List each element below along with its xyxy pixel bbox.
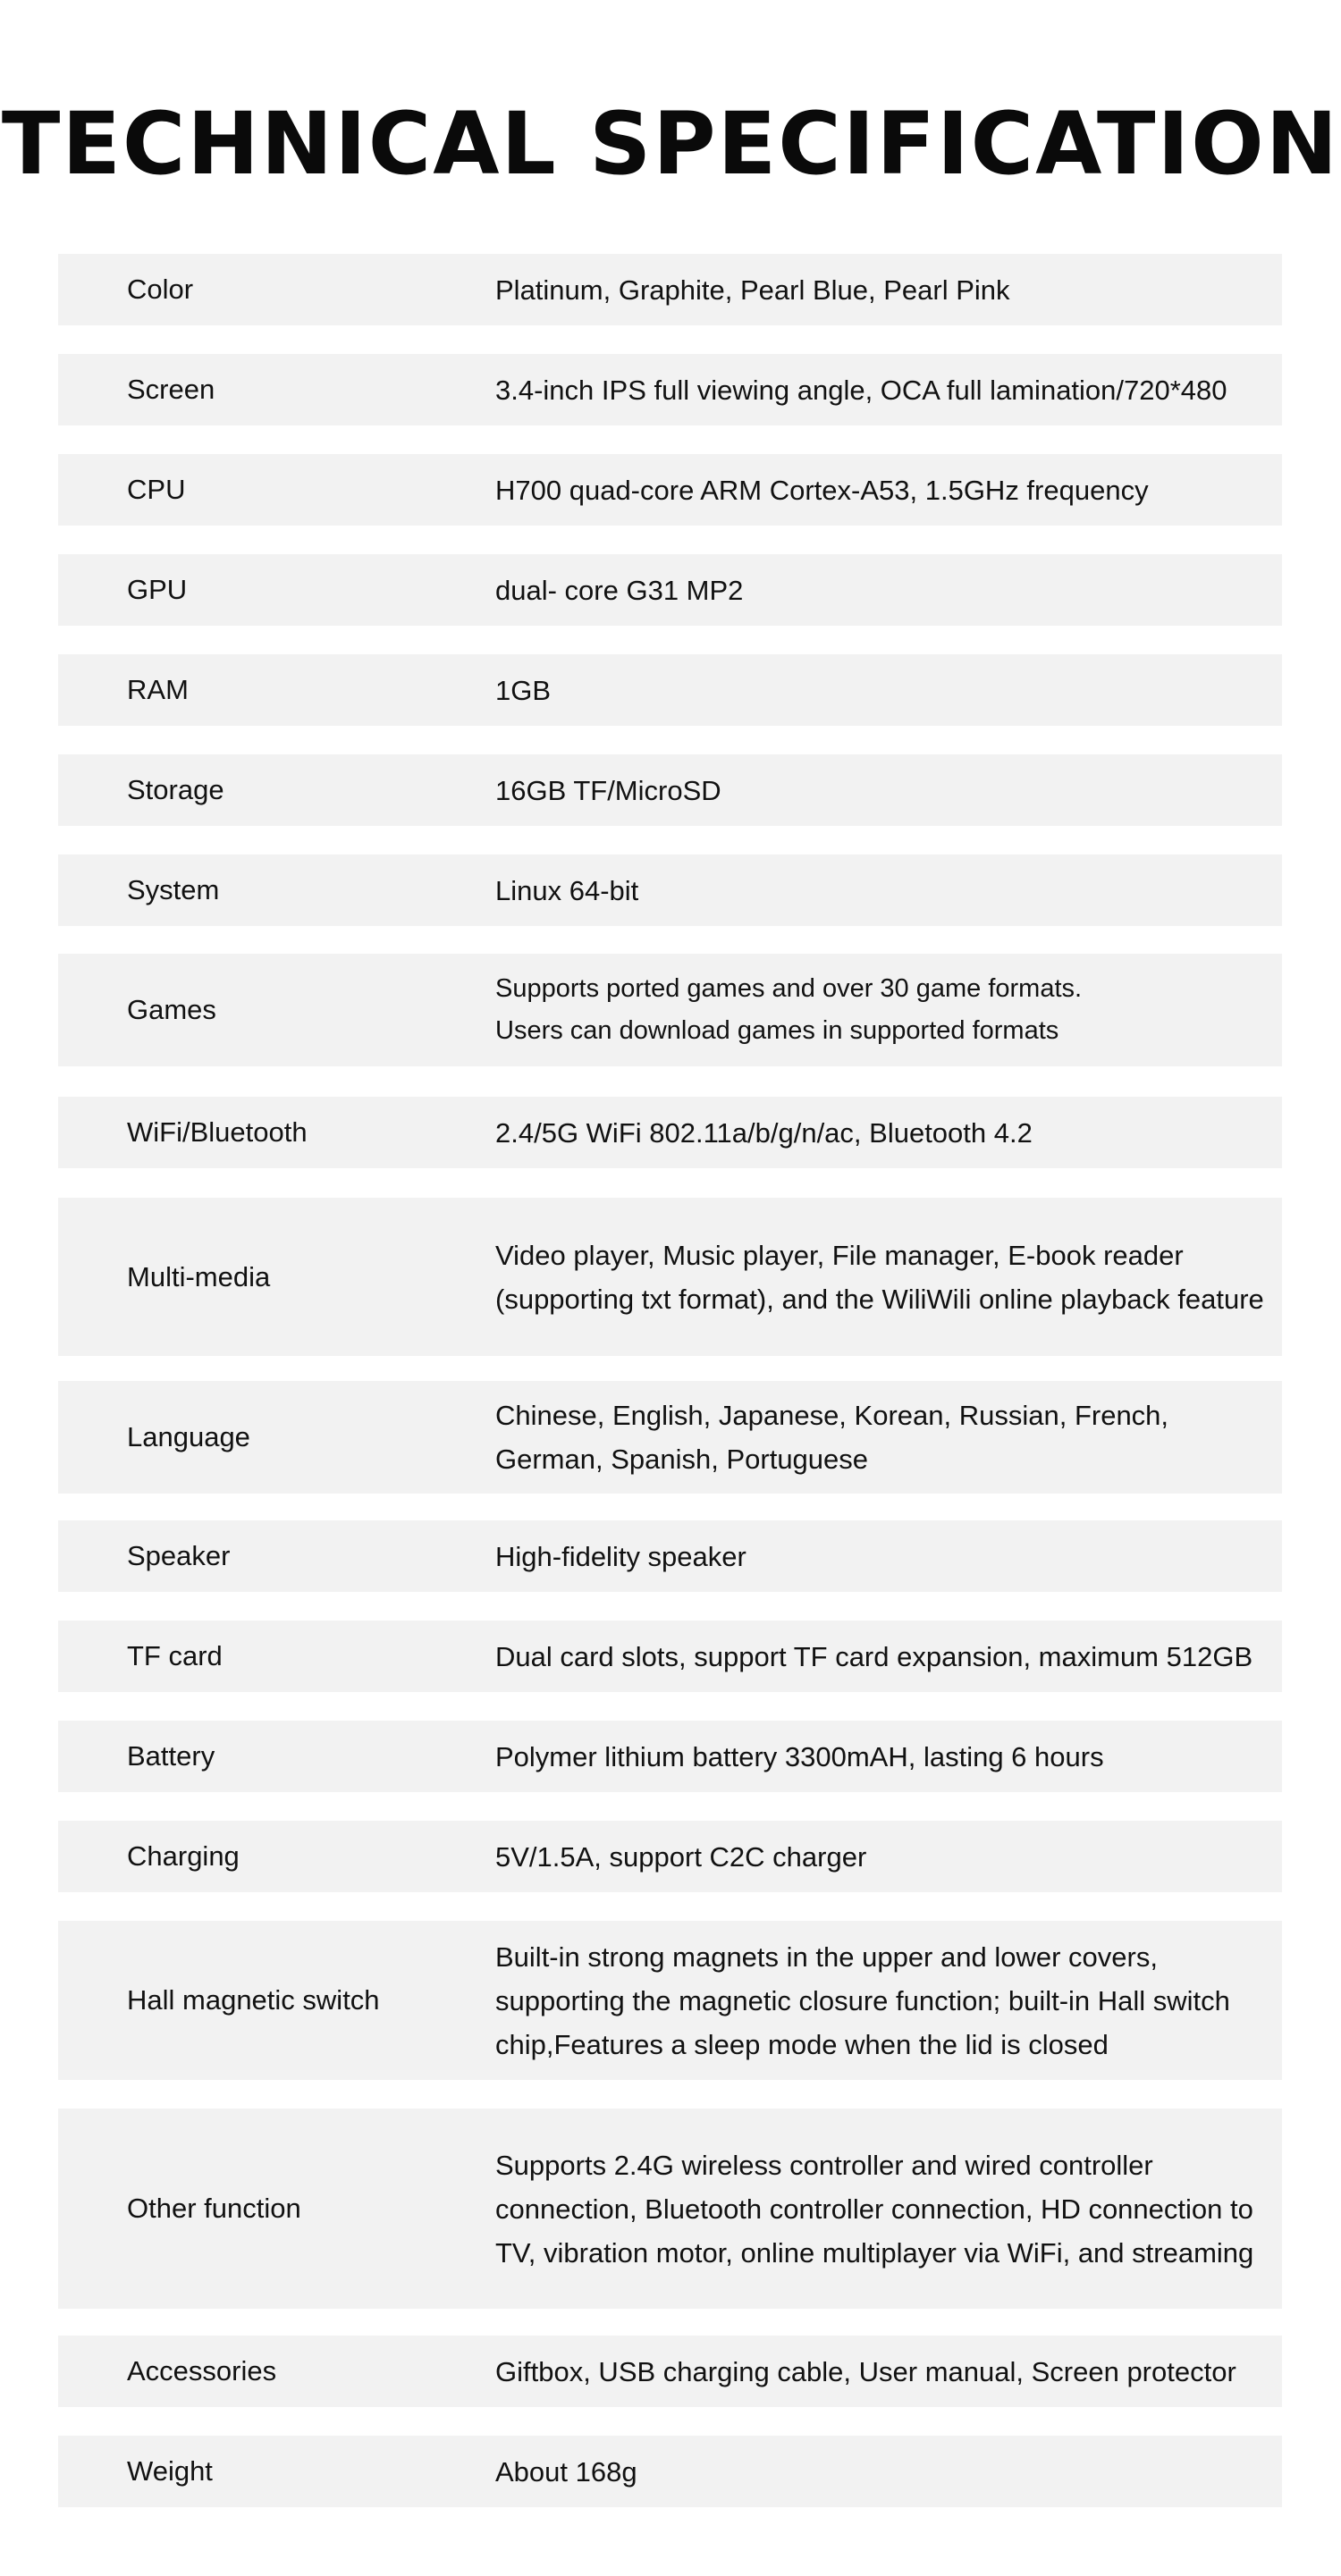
spec-label: System bbox=[127, 874, 220, 905]
spec-value: Video player, Music player, File manager, E-book reader (supporting txt format), and the WiliWili online playback feature bbox=[495, 1239, 1264, 1315]
spec-value: Linux 64-bit bbox=[495, 874, 639, 906]
spec-label: RAM bbox=[127, 674, 189, 705]
spec-row-screen bbox=[58, 354, 1282, 425]
spec-value: Polymer lithium battery 3300mAH, lasting 6 hours bbox=[495, 1740, 1104, 1772]
spec-label: Storage bbox=[127, 774, 224, 805]
spec-row-system bbox=[58, 854, 1282, 926]
spec-row-gpu bbox=[58, 554, 1282, 626]
spec-value: 2.4/5G WiFi 802.11a/b/g/n/ac, Bluetooth 4.2 bbox=[495, 1116, 1033, 1149]
spec-label: CPU bbox=[127, 474, 186, 505]
spec-value: Platinum, Graphite, Pearl Blue, Pearl Pink bbox=[495, 274, 1010, 306]
spec-row-ram bbox=[58, 654, 1282, 726]
page-title: TECHNICAL SPECIFICATION bbox=[1, 94, 1340, 194]
spec-value: H700 quad-core ARM Cortex-A53, 1.5GHz frequency bbox=[495, 474, 1149, 506]
spec-value: Supports ported games and over 30 game formats. Users can download games in supported formats bbox=[495, 974, 1083, 1045]
spec-label: Battery bbox=[127, 1740, 215, 1772]
spec-row-wifi-bluetooth bbox=[58, 1097, 1282, 1168]
spec-row-hall-magnetic-switch bbox=[58, 1921, 1282, 2080]
spec-value: Supports 2.4G wireless controller and wired controller connection, Bluetooth controller connection, HD connection to TV, vibration motor, online multiplayer via WiFi, and streaming bbox=[495, 2149, 1254, 2269]
spec-label: Charging bbox=[127, 1840, 240, 1872]
spec-row-multimedia bbox=[58, 1198, 1282, 1356]
spec-value: dual- core G31 MP2 bbox=[495, 574, 744, 606]
spec-row-language bbox=[58, 1381, 1282, 1494]
spec-label: Screen bbox=[127, 374, 215, 405]
spec-value: Chinese, English, Japanese, Korean, Russian, French, German, Spanish, Portuguese bbox=[495, 1400, 1169, 1475]
spec-row-other-function bbox=[58, 2109, 1282, 2309]
spec-label: Other function bbox=[127, 2193, 301, 2224]
spec-value: Dual card slots, support TF card expansion, maximum 512GB bbox=[495, 1640, 1253, 1672]
spec-value: 5V/1.5A, support C2C charger bbox=[495, 1840, 867, 1873]
spec-row-battery bbox=[58, 1721, 1282, 1792]
spec-row-storage bbox=[58, 754, 1282, 826]
spec-label: Accessories bbox=[127, 2355, 277, 2387]
spec-value: About 168g bbox=[495, 2455, 637, 2488]
spec-row-accessories bbox=[58, 2336, 1282, 2407]
spec-value: 16GB TF/MicroSD bbox=[495, 774, 721, 806]
spec-label: Language bbox=[127, 1421, 250, 1452]
spec-label: Games bbox=[127, 994, 216, 1025]
spec-label: Multi-media bbox=[127, 1260, 271, 1292]
spec-row-cpu bbox=[58, 454, 1282, 526]
spec-label: WiFi/Bluetooth bbox=[127, 1116, 308, 1148]
spec-row-color bbox=[58, 254, 1282, 325]
spec-value: High-fidelity speaker bbox=[495, 1540, 746, 1572]
spec-label: Color bbox=[127, 274, 194, 305]
spec-row-speaker bbox=[58, 1520, 1282, 1592]
spec-label: TF card bbox=[127, 1640, 223, 1671]
spec-label: Hall magnetic switch bbox=[127, 1984, 380, 2016]
spec-value: 3.4-inch IPS full viewing angle, OCA full lamination/720*480 bbox=[495, 374, 1227, 406]
spec-row-games bbox=[58, 954, 1282, 1066]
spec-row-charging bbox=[58, 1821, 1282, 1892]
spec-label: Weight bbox=[127, 2455, 213, 2487]
spec-value: Built-in strong magnets in the upper and lower covers, supporting the magnetic closure function; built-in Hall switch chip,Features a sleep mode when the lid is closed bbox=[495, 1940, 1230, 2060]
spec-value: Giftbox, USB charging cable, User manual, Screen protector bbox=[495, 2355, 1236, 2387]
spec-value: 1GB bbox=[495, 674, 552, 706]
spec-label: GPU bbox=[127, 574, 188, 605]
spec-label: Speaker bbox=[127, 1540, 231, 1571]
spec-row-tf-card bbox=[58, 1621, 1282, 1692]
spec-row-weight bbox=[58, 2436, 1282, 2507]
